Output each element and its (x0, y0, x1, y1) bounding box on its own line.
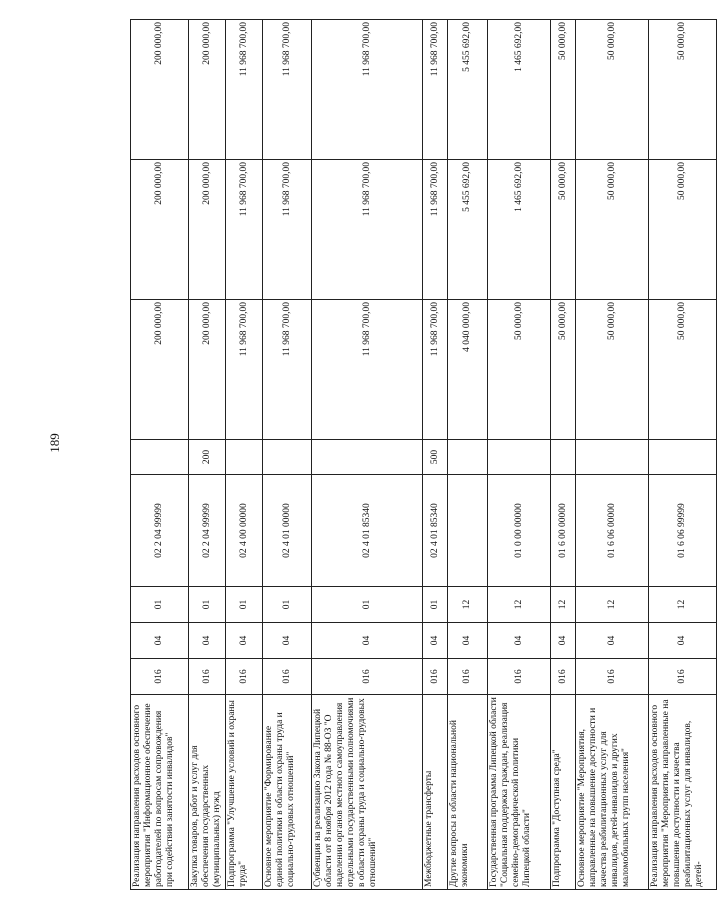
subsection-code: 01 (131, 587, 189, 623)
table-row (448, 20, 488, 890)
table-row (263, 20, 312, 890)
amount-col1: 200 000,00 (131, 300, 189, 440)
ministry-code: 016 (488, 659, 551, 695)
expense-type-code: 200 (189, 440, 226, 475)
section-code: 04 (423, 623, 448, 659)
ministry-code: 016 (551, 659, 576, 695)
amount-col1: 4 040 000,00 (448, 300, 488, 440)
target-article-code: 01 6 06 00000 (576, 475, 649, 587)
table-row (649, 20, 717, 890)
ministry-code: 016 (226, 659, 263, 695)
section-code: 04 (312, 623, 423, 659)
section-code: 04 (551, 623, 576, 659)
row-name: Реализация направления расходов основного мероприятия "Мероприятия, направленные на повышение доступности и качества реабилитационных услуг для инвалидов, детей- (649, 695, 717, 890)
amount-col3: 50 000,00 (551, 20, 576, 160)
row-name: Основное мероприятие "Формирование единой политики в области охраны труда и социально-трудовых отношений" (263, 695, 312, 890)
ministry-code: 016 (576, 659, 649, 695)
row-name: Межбюджетные трансферты (423, 695, 448, 890)
amount-col1: 11 968 700,00 (226, 300, 263, 440)
target-article-code: 02 4 01 85340 (423, 475, 448, 587)
amount-col2: 5 455 692,00 (448, 160, 488, 300)
amount-col2: 1 465 692,00 (488, 160, 551, 300)
table-row (226, 20, 263, 890)
target-article-code: 01 0 00 00000 (488, 475, 551, 587)
subsection-code: 01 (263, 587, 312, 623)
amount-col2: 11 968 700,00 (312, 160, 423, 300)
ministry-code: 016 (131, 659, 189, 695)
amount-col2: 200 000,00 (189, 160, 226, 300)
subsection-code: 12 (649, 587, 717, 623)
expense-type-code (649, 440, 717, 475)
table-row (312, 20, 423, 890)
amount-col2: 50 000,00 (649, 160, 717, 300)
row-name: Другие вопросы в области национальной экономики (448, 695, 488, 890)
amount-col1: 50 000,00 (576, 300, 649, 440)
section-code: 04 (189, 623, 226, 659)
table-body (131, 20, 717, 890)
expense-type-code: 500 (423, 440, 448, 475)
ministry-code: 016 (312, 659, 423, 695)
subsection-code: 12 (448, 587, 488, 623)
expense-type-code (131, 440, 189, 475)
budget-table (130, 19, 717, 890)
target-article-code: 02 2 04 99999 (131, 475, 189, 587)
ministry-code: 016 (649, 659, 717, 695)
budget-table-container (130, 20, 704, 890)
ministry-code: 016 (423, 659, 448, 695)
section-code: 04 (263, 623, 312, 659)
subsection-code: 01 (423, 587, 448, 623)
amount-col2: 50 000,00 (576, 160, 649, 300)
row-name: Закупка товаров, работ и услуг для обеспечения государственных (муниципальных) нужд (189, 695, 226, 890)
section-code: 04 (226, 623, 263, 659)
amount-col2: 11 968 700,00 (263, 160, 312, 300)
amount-col1: 200 000,00 (189, 300, 226, 440)
expense-type-code (551, 440, 576, 475)
row-name: Основное мероприятие "Мероприятия, направленные на повышение доступности и качества реабилитационных услуг для инвалидов, детей-инвалидов и других маломобильных групп населения" (576, 695, 649, 890)
amount-col1: 50 000,00 (649, 300, 717, 440)
amount-col3: 11 968 700,00 (312, 20, 423, 160)
section-code: 04 (576, 623, 649, 659)
subsection-code: 12 (488, 587, 551, 623)
amount-col3: 11 968 700,00 (226, 20, 263, 160)
expense-type-code (576, 440, 649, 475)
row-name: Реализация направления расходов основного мероприятия "Информационное обеспечение работодателей по вопросам сопровождения при содействии занятости инвалидов" (131, 695, 189, 890)
table-row (551, 20, 576, 890)
row-name: Субвенция на реализацию Закона Липецкой области от 8 ноября 2012 года № 88-ОЗ "О наделении органов местного самоуправления отдельными государственными полномочиями в области охраны труда и социально-трудовых отношений" (312, 695, 423, 890)
amount-col1: 11 968 700,00 (263, 300, 312, 440)
target-article-code: 02 4 01 00000 (263, 475, 312, 587)
row-name: Подпрограмма "Доступная среда" (551, 695, 576, 890)
amount-col2: 200 000,00 (131, 160, 189, 300)
section-code: 04 (131, 623, 189, 659)
table-row (576, 20, 649, 890)
ministry-code: 016 (263, 659, 312, 695)
amount-col3: 1 465 692,00 (488, 20, 551, 160)
target-article-code (448, 475, 488, 587)
expense-type-code (488, 440, 551, 475)
table-row (423, 20, 448, 890)
subsection-code: 01 (312, 587, 423, 623)
target-article-code: 02 2 04 99999 (189, 475, 226, 587)
target-article-code: 02 4 00 00000 (226, 475, 263, 587)
amount-col1: 11 968 700,00 (312, 300, 423, 440)
amount-col1: 50 000,00 (488, 300, 551, 440)
amount-col2: 50 000,00 (551, 160, 576, 300)
amount-col3: 50 000,00 (649, 20, 717, 160)
amount-col2: 11 968 700,00 (226, 160, 263, 300)
table-row (131, 20, 189, 890)
subsection-code: 12 (576, 587, 649, 623)
amount-col3: 200 000,00 (131, 20, 189, 160)
section-code: 04 (448, 623, 488, 659)
subsection-code: 01 (226, 587, 263, 623)
target-article-code: 01 6 06 99999 (649, 475, 717, 587)
amount-col2: 11 968 700,00 (423, 160, 448, 300)
expense-type-code (448, 440, 488, 475)
target-article-code: 02 4 01 85340 (312, 475, 423, 587)
expense-type-code (263, 440, 312, 475)
ministry-code: 016 (189, 659, 226, 695)
amount-col3: 11 968 700,00 (423, 20, 448, 160)
amount-col1: 50 000,00 (551, 300, 576, 440)
page-number: 189 (47, 433, 62, 453)
subsection-code: 01 (189, 587, 226, 623)
subsection-code: 12 (551, 587, 576, 623)
amount-col1: 11 968 700,00 (423, 300, 448, 440)
expense-type-code (312, 440, 423, 475)
row-name: Подпрограмма "Улучшение условий и охраны труда" (226, 695, 263, 890)
amount-col3: 50 000,00 (576, 20, 649, 160)
amount-col3: 200 000,00 (189, 20, 226, 160)
amount-col3: 5 455 692,00 (448, 20, 488, 160)
expense-type-code (226, 440, 263, 475)
table-row (189, 20, 226, 890)
ministry-code: 016 (448, 659, 488, 695)
row-name: Государственная программа Липецкой области "Социальная поддержка граждан, реализация семейно-демографической политики Липецкой области" (488, 695, 551, 890)
section-code: 04 (488, 623, 551, 659)
section-code: 04 (649, 623, 717, 659)
table-row (488, 20, 551, 890)
target-article-code: 01 6 00 00000 (551, 475, 576, 587)
amount-col3: 11 968 700,00 (263, 20, 312, 160)
